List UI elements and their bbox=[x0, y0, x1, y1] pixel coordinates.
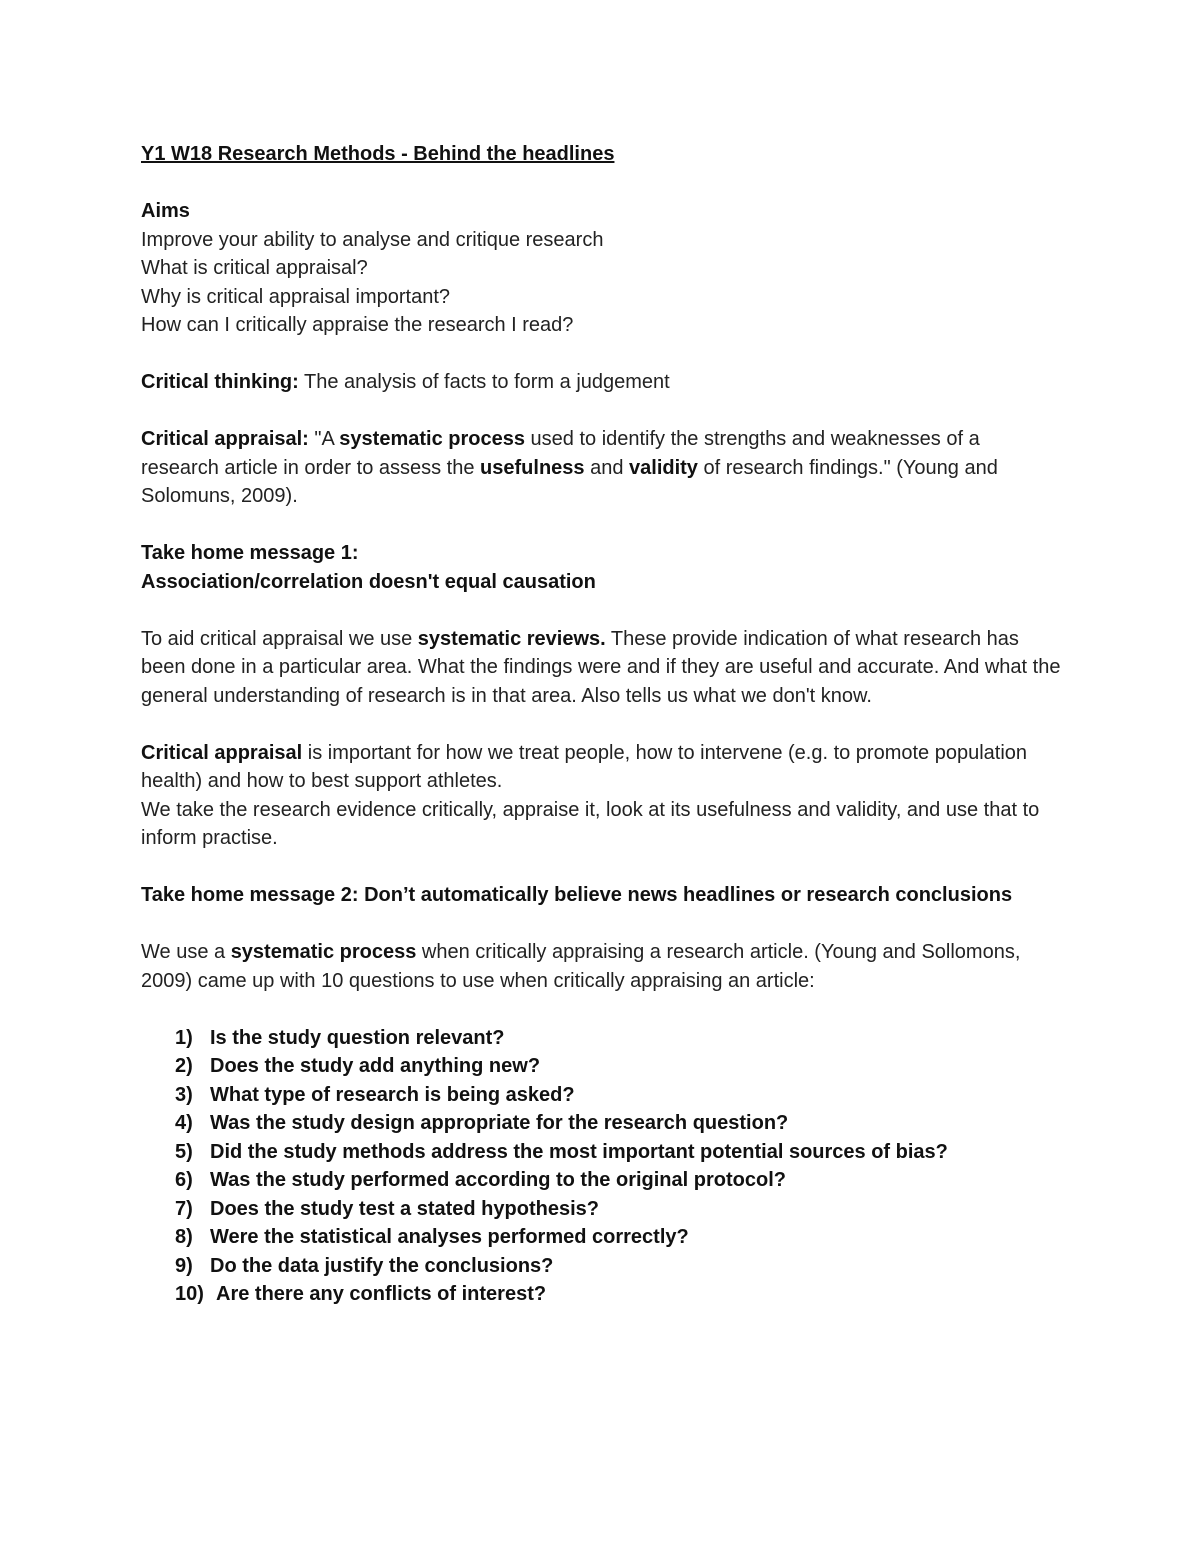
list-item: 7) Does the study test a stated hypothesis? bbox=[175, 1197, 599, 1220]
list-item: 2) Does the study add anything new? bbox=[175, 1055, 541, 1077]
take-home-message-1-heading: Take home message 1: bbox=[141, 542, 359, 564]
critical-appraisal-term: Critical appraisal: bbox=[141, 428, 309, 450]
systematic-reviews-paragraph: To aid critical appraisal we use systematic reviews. These provide indication of what research has been done in a particular area. What the findings were and if they are useful and accurate. And what the general understanding of research is in that area. Also tells us what we don't know. bbox=[141, 627, 1061, 707]
critical-thinking-term: Critical thinking: bbox=[141, 371, 299, 393]
take-home-message-1-text: Association/correlation doesn't equal causation bbox=[141, 570, 596, 593]
list-item: 9) Do the data justify the conclusions? bbox=[175, 1254, 554, 1277]
list-item: 6) Was the study performed according to the original protocol? bbox=[175, 1169, 786, 1191]
aims-item: What is critical appraisal? bbox=[141, 257, 368, 279]
importance-paragraph-2: We take the research evidence critically, appraise it, look at its usefulness and validity, and use that to inform practise. bbox=[141, 798, 1040, 849]
aims-item: How can I critically appraise the research I read? bbox=[141, 314, 574, 336]
list-item: 4) Was the study design appropriate for the research question? bbox=[175, 1112, 789, 1134]
critical-thinking-definition: Critical thinking: The analysis of facts to form a judgement bbox=[141, 371, 670, 393]
process-paragraph: We use a systematic process when critically appraising a research article. (Young and Sollomons, 2009) came up with 10 questions to use when critically appraising an article: bbox=[141, 941, 1021, 992]
appraisal-questions-list bbox=[141, 1024, 1061, 1309]
take-home-message-2: Take home message 2: Don’t automatically believe news headlines or research conclusions bbox=[141, 884, 1013, 906]
list-item: 10) Are there any conflicts of interest? bbox=[175, 1283, 547, 1305]
page-title: Y1 W18 Research Methods - Behind the headlines bbox=[141, 143, 615, 165]
list-item: 8) Were the statistical analyses performed correctly? bbox=[175, 1226, 689, 1248]
importance-paragraph: Critical appraisal is important for how we treat people, how to intervene (e.g. to promote population health) and how to best support athletes. bbox=[141, 741, 1028, 792]
list-item: 1) Is the study question relevant? bbox=[175, 1026, 505, 1049]
aims-item: Why is critical appraisal important? bbox=[141, 285, 450, 308]
document-page bbox=[141, 140, 1061, 1309]
critical-appraisal-definition: Critical appraisal: "A systematic process used to identify the strengths and weaknesses of a research article in order to assess the usefulness and validity of research findings." (Young and Solomuns, 2009). bbox=[141, 428, 998, 507]
aims-heading: Aims bbox=[141, 200, 190, 222]
list-item: 3) What type of research is being asked? bbox=[175, 1083, 575, 1106]
list-item: 5) Did the study methods address the most important potential sources of bias? bbox=[175, 1140, 948, 1163]
aims-item: Improve your ability to analyse and critique research bbox=[141, 228, 604, 251]
